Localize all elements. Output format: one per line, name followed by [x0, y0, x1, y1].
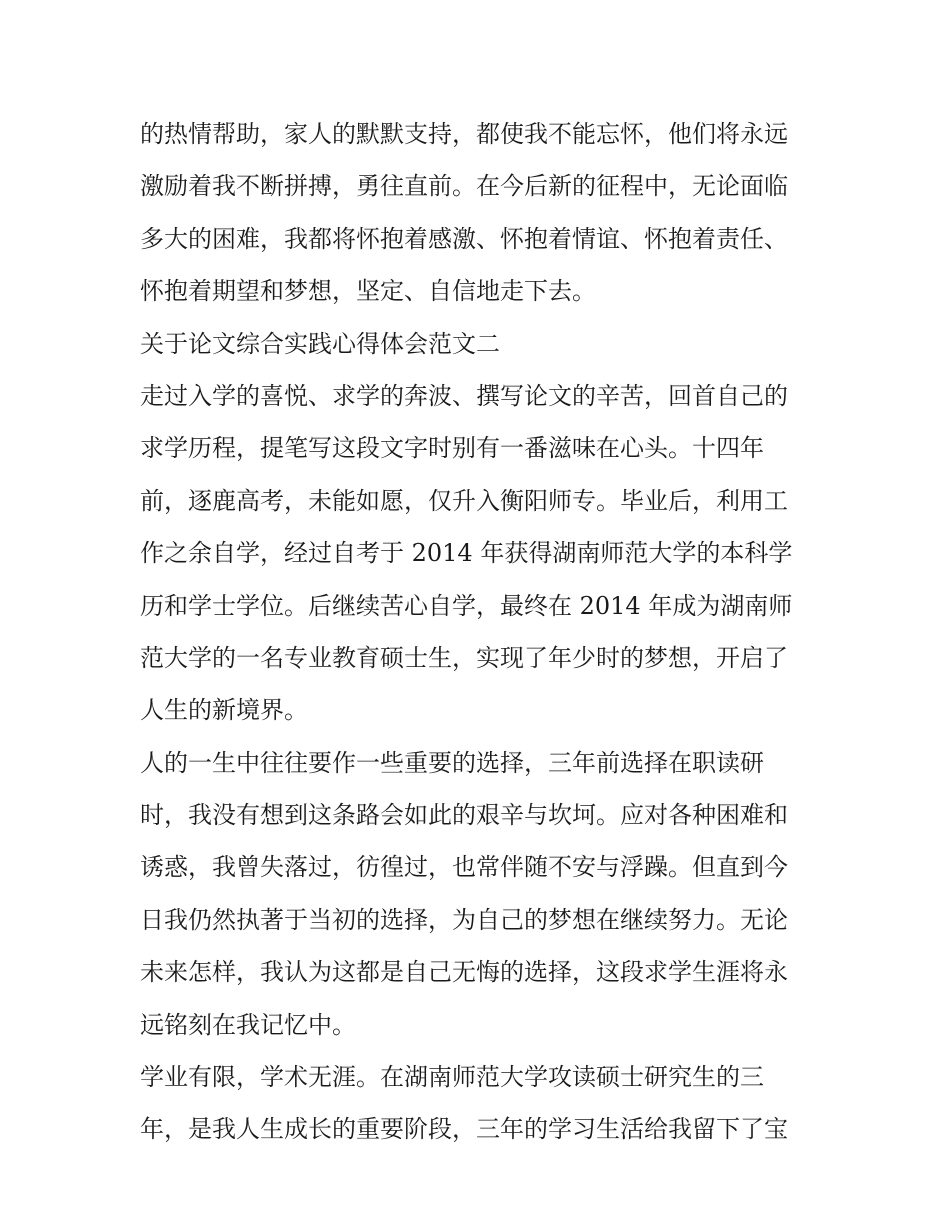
text-line: 时，我没有想到这条路会如此的艰辛与坎坷。应对各种困难和	[140, 801, 788, 830]
text-line: 作之余自学，经过自考于 2014 年获得湖南师范大学的本科学	[140, 539, 793, 568]
text-line: 走过入学的喜悦、求学的奔波、撰写论文的辛苦，回首自己的	[140, 381, 788, 410]
text-line: 远铭刻在我记忆中。	[140, 1010, 356, 1039]
text-line: 怀抱着期望和梦想，坚定、自信地走下去。	[140, 277, 596, 306]
text-line: 人生的新境界。	[140, 696, 308, 725]
text-line: 历和学士学位。后继续苦心自学，最终在 2014 年成为湖南师	[140, 591, 793, 620]
text-line: 前，逐鹿高考，未能如愿，仅升入衡阳师专。毕业后，利用工	[140, 486, 788, 515]
section-heading: 关于论文综合实践心得体会范文二	[140, 329, 500, 358]
text-line: 学业有限，学术无涯。在湖南师范大学攻读硕士研究生的三	[140, 1063, 764, 1092]
text-line: 求学历程，提笔写这段文字时别有一番滋味在心头。十四年	[140, 434, 764, 463]
text-line: 年，是我人生成长的重要阶段，三年的学习生活给我留下了宝	[140, 1115, 788, 1144]
text-line: 诱惑，我曾失落过，彷徨过，也常伴随不安与浮躁。但直到今	[140, 853, 788, 882]
text-line: 范大学的一名专业教育硕士生，实现了年少时的梦想，开启了	[140, 643, 788, 672]
text-line: 人的一生中往往要作一些重要的选择，三年前选择在职读研	[140, 748, 764, 777]
document-body	[140, 108, 820, 1156]
text-line: 的热情帮助，家人的默默支持，都使我不能忘怀，他们将永远	[140, 120, 788, 148]
text-line: 激励着我不断拼搏，勇往直前。在今后新的征程中，无论面临	[140, 172, 788, 201]
text-line: 日我仍然执著于当初的选择，为自己的梦想在继续努力。无论	[140, 905, 788, 934]
text-line: 多大的困难，我都将怀抱着感激、怀抱着情谊、怀抱着责任、	[140, 224, 788, 253]
text-line: 未来怎样，我认为这都是自己无悔的选择，这段求学生涯将永	[140, 958, 788, 987]
